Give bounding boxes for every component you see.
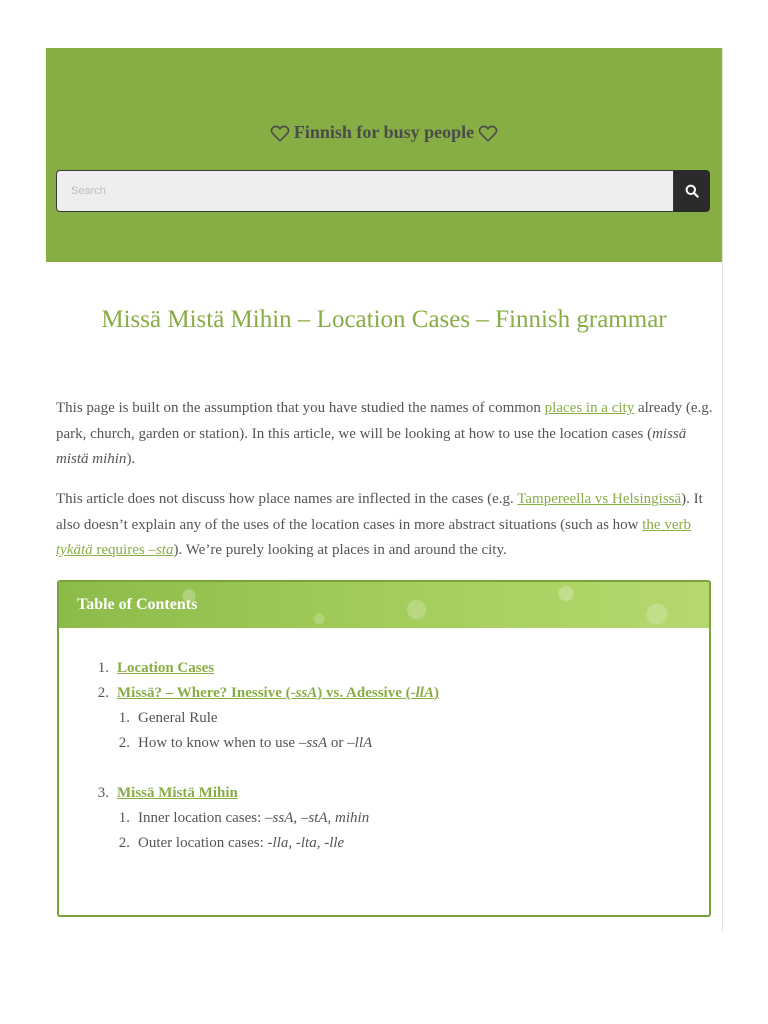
article-title: Missä Mistä Mihin – Location Cases – Finnish grammar — [101, 306, 667, 333]
table-of-contents — [57, 580, 711, 917]
heart-outline-icon — [478, 124, 498, 142]
search-button[interactable] — [674, 170, 710, 212]
places-in-a-city-link[interactable]: places in a city — [544, 400, 635, 416]
toc-item: 3. Missä Mistä Mihin — [97, 785, 238, 801]
search-icon — [685, 184, 699, 198]
verb-tykata-link[interactable]: the verb tykätä requires –sta — [56, 516, 691, 558]
intro-paragraph: This page is built on the assumption that you have studied the names of common places in a city already (e.g. park, church, garden or station). In this article, we will be looking at how to use the location cases (missä mistä mihin). — [56, 400, 713, 467]
toc-sub-how-to-know[interactable]: How to know when to use –ssA or –llA — [138, 735, 373, 751]
toc-subitem: 1. Inner location cases: –ssA, –stA, mihin — [118, 810, 370, 826]
toc-sub-outer-location[interactable]: Outer location cases: -lla, -lta, -lle — [138, 835, 345, 851]
scope-paragraph: This article does not discuss how place names are inflected in the cases (e.g. Tampereella vs Helsingissä). It also doesn’t explain any of the uses of the location cases in more abstract situations (such as how the verb tykätä requires –sta). We’re purely looking at places in and around the city. — [56, 491, 703, 558]
site-title[interactable] — [46, 122, 722, 143]
search-input[interactable] — [56, 170, 674, 212]
toc-subitem: 1. General Rule — [118, 710, 218, 726]
site-title-text: Finnish for busy people — [293, 122, 475, 142]
toc-link-missa-mista-mihin[interactable]: Missä Mistä Mihin — [117, 785, 238, 801]
toc-link-missa-where[interactable]: Missä? – Where? Inessive (-ssA) vs. Adessive (-llA) — [117, 685, 439, 701]
toc-item: 1. Location Cases — [97, 660, 215, 676]
toc-header — [59, 582, 709, 628]
toc-subitem: 2. Outer location cases: -lla, -lta, -lle — [118, 835, 345, 851]
site-header — [46, 48, 722, 262]
toc-item: 2. Missä? – Where? Inessive (-ssA) vs. Adessive (-llA) — [97, 685, 439, 701]
heart-outline-icon — [270, 124, 290, 142]
toc-link-location-cases[interactable]: Location Cases — [117, 660, 215, 676]
toc-subitem: 2. How to know when to use –ssA or –llA — [118, 735, 373, 751]
search-bar — [56, 170, 712, 212]
tampereella-vs-helsingissa-link[interactable]: Tampereella vs Helsingissä — [517, 491, 682, 507]
toc-sub-inner-location[interactable]: Inner location cases: –ssA, –stA, mihin — [138, 810, 370, 826]
toc-sub-general-rule[interactable]: General Rule — [138, 710, 218, 726]
toc-title: Table of Contents — [77, 596, 198, 613]
